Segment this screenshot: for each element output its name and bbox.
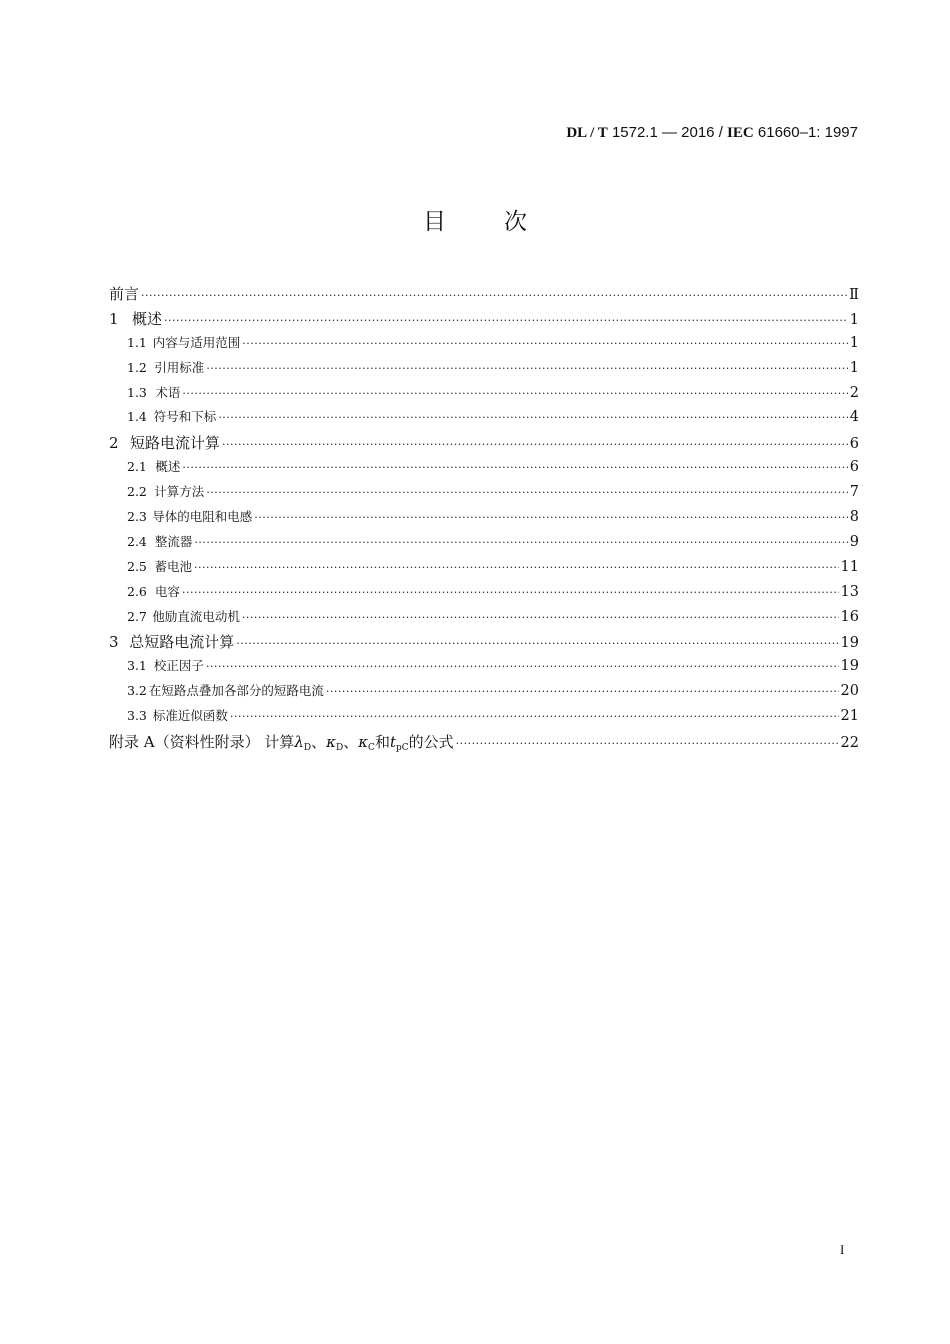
toc-entry-page: 16 [840,608,859,625]
toc-leader-dots [456,737,839,750]
toc-entry[interactable] [109,631,859,656]
page-title: 目次 [423,209,585,235]
toc-entry-page: 22 [840,735,859,752]
toc-entry-label: 标准近似函数 [152,708,228,724]
toc-entry-page: 21 [840,708,859,725]
toc-entry[interactable] [109,283,859,308]
toc-entry-page: 8 [849,509,859,526]
toc-entry-label: 在短路点叠加各部分的短路电流 [148,683,324,699]
toc-entry-label: 短路电流计算 [129,434,220,453]
toc-entry-page: 19 [840,658,859,675]
toc-leader-dots [242,337,847,350]
toc-entry-number: 3.2 [127,683,147,699]
toc-leader-dots [206,660,839,673]
toc-entry-number: 3.1 [127,658,147,674]
toc-entry-page: 6 [849,459,859,476]
toc-leader-dots [254,511,847,524]
toc-entry[interactable] [109,482,859,507]
toc-entry-label: 整流器 [154,533,193,549]
toc-entry-number: 1.3 [127,384,147,400]
toc-entry[interactable] [109,383,859,408]
toc-entry[interactable] [109,358,859,383]
toc-entry-label: 他励直流电动机 [152,608,240,624]
toc-entry-page: 13 [840,583,859,600]
appendix-prefix: 附录 A（资料性附录） 计算 [109,733,295,752]
toc-entry-label: 校正因子 [153,658,204,674]
doc-code-suffix: 61660–1: 1997 [757,124,858,141]
toc-leader-dots [206,486,847,499]
toc-entry-page: 19 [840,635,859,652]
footer-page-number: I [840,1242,845,1257]
toc-entry[interactable] [109,333,859,358]
table-of-contents [109,283,859,756]
toc-entry-label: 概述 [131,309,162,328]
symbol-lambda-d: λ [294,733,304,752]
toc-entry[interactable] [109,308,859,333]
toc-entry-label: 引用标准 [154,359,205,375]
toc-entry-number: 2.2 [127,484,147,500]
toc-entry[interactable] [109,582,859,607]
toc-entry[interactable] [109,457,859,482]
toc-entry[interactable] [109,656,859,681]
toc-entry-number: 3.3 [127,708,147,724]
toc-entry-page: 4 [849,409,859,426]
toc-entry-page: 2 [849,384,859,401]
subscript-c: C [368,743,375,754]
toc-leader-dots [164,314,848,327]
toc-leader-dots [242,611,839,624]
toc-entry-label: 计算方法 [154,484,205,500]
toc-entry[interactable] [109,532,859,557]
toc-entry[interactable] [109,607,859,632]
doc-code-number: 1572.1 — 2016 / [611,124,723,141]
appendix-label [109,731,454,753]
toc-entry-appendix[interactable] [109,731,859,756]
symbol-t-pc: t [389,733,396,752]
toc-entry[interactable] [109,507,859,532]
doc-code-iec: IEC [727,125,754,141]
symbol-kappa-d: κ [326,733,336,752]
toc-entry-label: 术语 [155,384,181,400]
toc-leader-dots [182,586,839,599]
toc-entry-number: 2.6 [127,583,147,599]
toc-entry-page: 20 [840,683,859,700]
toc-entry-number: 1.2 [127,359,147,375]
toc-entry-page: 6 [849,436,859,453]
toc-entry[interactable] [109,407,859,432]
toc-entry-number: 2.5 [127,558,147,574]
toc-entry-number: 2 [109,434,119,453]
toc-entry-number: 2.1 [127,459,147,475]
separator: 、 [311,733,327,752]
toc-leader-dots [326,685,839,698]
toc-leader-dots [194,536,847,549]
toc-entry-number: 2.4 [127,533,147,549]
toc-entry-number: 2.3 [127,509,147,525]
toc-leader-dots [182,387,847,400]
toc-entry-label: 蓄电池 [154,558,192,574]
toc-entry-label: 内容与适用范围 [152,334,241,350]
appendix-suffix: 的公式 [408,733,454,752]
toc-entry-page: Ⅱ [849,287,859,303]
toc-leader-dots [230,710,839,723]
toc-entry-number: 3 [109,633,119,652]
doc-code-prefix: DL / T [566,125,608,141]
toc-leader-dots [218,411,847,424]
toc-entry-page: 7 [849,484,859,501]
toc-entry-number: 2.7 [127,608,147,624]
subscript-d: D [335,743,344,754]
separator: 、 [343,733,359,752]
conjunction: 和 [374,733,390,752]
toc-entry[interactable] [109,706,859,731]
document-code [566,124,858,142]
toc-entry[interactable] [109,557,859,582]
toc-entry-page: 9 [849,533,859,550]
subscript-d: D [303,743,312,754]
subscript-pc: pC [395,743,409,754]
toc-leader-dots [236,637,838,650]
toc-entry-label: 概述 [155,459,181,475]
toc-entry-label: 前言 [109,285,140,303]
toc-entry-page: 11 [840,558,859,575]
toc-entry-page: 1 [849,359,859,376]
toc-leader-dots [141,289,847,302]
toc-entry-page: 1 [849,334,859,351]
toc-leader-dots [182,461,847,474]
toc-entry-number: 1 [109,309,119,328]
toc-leader-dots [206,362,847,375]
toc-leader-dots [222,438,848,451]
toc-entry-label: 符号和下标 [153,409,217,425]
toc-entry-page: 1 [849,311,859,328]
symbol-kappa-c: κ [358,733,369,752]
toc-entry[interactable] [109,681,859,706]
toc-entry-label: 电容 [154,583,180,599]
toc-entry-number: 1.4 [127,409,147,425]
toc-entry[interactable] [109,432,859,457]
toc-leader-dots [194,561,839,574]
toc-entry-number: 1.1 [127,334,147,350]
toc-entry-label: 导体的电阻和电感 [152,509,253,525]
toc-entry-label: 总短路电流计算 [129,633,235,652]
